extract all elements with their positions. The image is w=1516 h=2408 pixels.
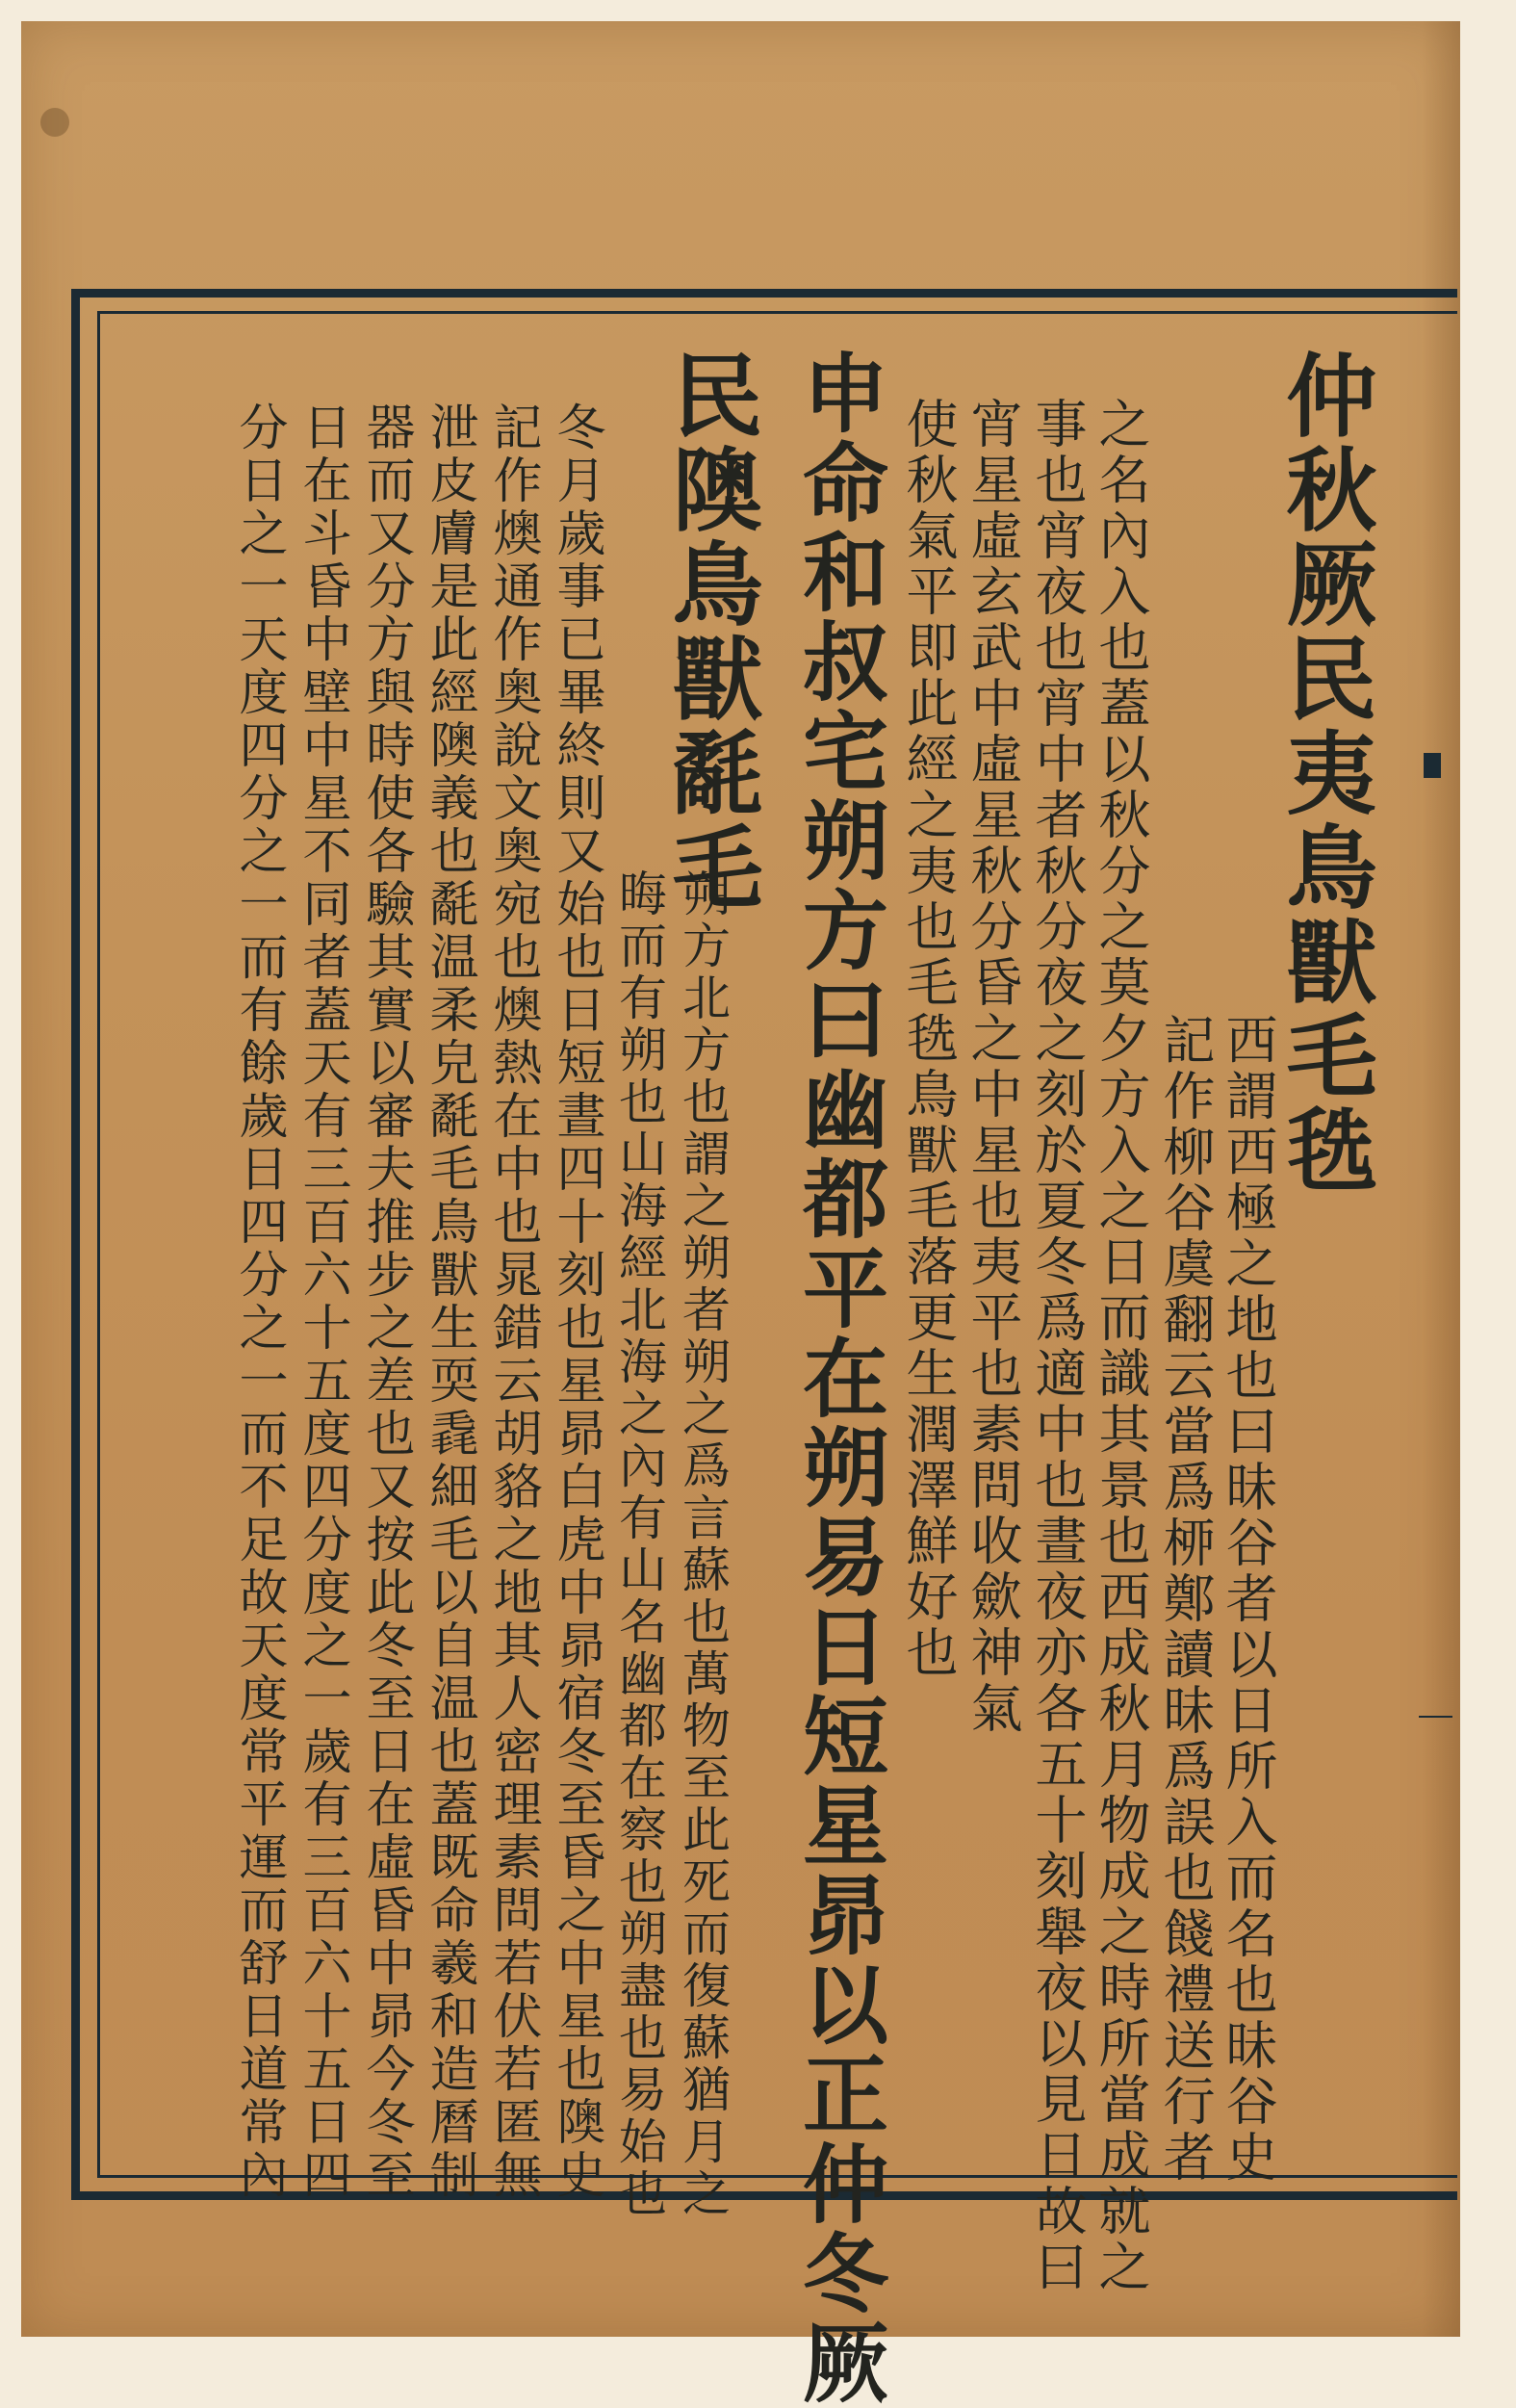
text-column-5: 事也宵夜也宵中者秋分夜之刻於夏冬爲適中也晝夜亦各五十刻舉夜以見日故曰 bbox=[1027, 397, 1088, 2295]
text-column-16: 日在斗昏中壁中星不同者蓋天有三百六十五度四分度之一歲有三百六十五日四 bbox=[294, 401, 350, 2202]
text-column-9: 民隩鳥獸氄毛 bbox=[656, 349, 762, 915]
text-column-14: 泄皮膚是此經隩義也氄温柔皃氄毛鳥獸生耎毳細毛以自温也蓋既命羲和造曆制 bbox=[421, 401, 477, 2202]
text-column-2: 西謂西極之地也曰昧谷者以日所入而名也昧谷史 bbox=[1218, 1013, 1278, 2186]
text-column-6: 宵星虛玄武中虛星秋分昏之中星也夷平也素問收歛神氣 bbox=[963, 397, 1023, 1737]
text-column-17: 分日之一天度四分之一而有餘歲日四分之一而不足故天度常平運而舒日道常內 bbox=[230, 401, 287, 2202]
text-column-13: 記作燠通作奥說文奥宛也燠熱在中也晁錯云胡貉之地其人密理素問若伏若匿無 bbox=[484, 401, 541, 2202]
book-page bbox=[21, 21, 1460, 2408]
text-column-15: 器而又分方與時使各驗其實以審夫推步之差也又按此冬至日在虛昏中昴今冬至 bbox=[357, 401, 414, 2202]
text-column-4: 之名內入也蓋以秋分之莫夕方入之日而識其景也西成秋月物成之時所當成就之 bbox=[1091, 397, 1151, 2295]
text-column-12: 冬月歲事已畢終則又始也日短晝四十刻也星昴白虎中昴宿冬至昏之中星也隩史 bbox=[548, 401, 604, 2202]
margin-tab-marker bbox=[1424, 753, 1441, 778]
text-column-7: 使秋氣平即此經之夷也毛毨鳥獸毛落更生潤澤鮮好也 bbox=[898, 397, 959, 1681]
text-column-8: 申命和叔宅朔方曰幽都平在朔易日短星昴以正仲冬厥 bbox=[789, 349, 890, 2408]
margin-rule bbox=[1419, 1716, 1452, 1718]
paper-stain bbox=[40, 108, 69, 137]
text-column-3: 記作柳谷虞翻云當爲桺鄭讀昧爲誤也餞禮送行者 bbox=[1155, 1013, 1216, 2186]
text-column-1: 仲秋厥民夷鳥獸毛毨 bbox=[1271, 349, 1376, 1198]
text-column-10: 朔方北方也謂之朔者朔之爲言蘇也萬物至此死而復蘇猶月之 bbox=[675, 868, 731, 2220]
text-column-11: 晦而有朔也山海經北海之內有山名幽都在察也朔盡也易始也 bbox=[611, 868, 667, 2220]
